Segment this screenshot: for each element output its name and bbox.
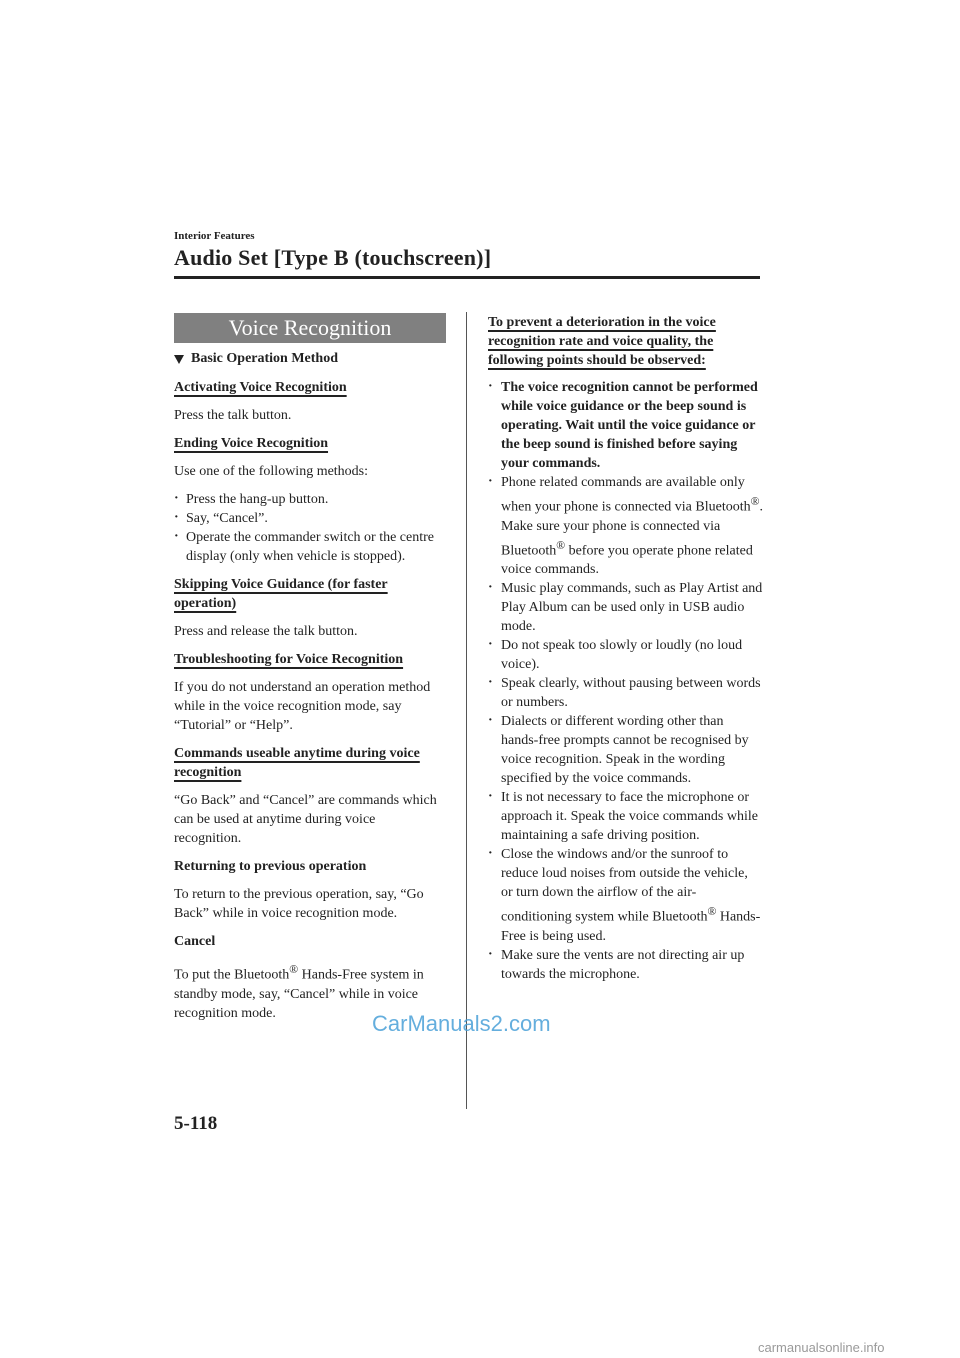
skipping-title: Skipping Voice Guidance (for faster operation) [174,577,388,611]
ending-methods-list [174,490,446,566]
troubleshooting-text: If you do not understand an operation method while in the voice recognition mode, say “Tutorial” or “Help”. [174,680,431,733]
list-item: · Phone related commands are available only when your phone is connected via Bluetooth®. Make sure your phone is connected via Bluetooth® before you operate phone related voice commands. [488,473,763,579]
section-label: Interior Features [174,230,255,242]
list-item: · Do not speak too slowly or loudly (no loud voice). [488,636,763,674]
page-number: 5-118 [174,1113,218,1134]
prevent-deterioration-title: To prevent a deterioration in the voice recognition rate and voice quality, the following points should be observed: [488,315,716,368]
list-item: · Music play commands, such as Play Artist and Play Album can be used only in USB audio mode. [488,579,763,636]
cancel-text: To put the Bluetooth® Hands-Free system in standby mode, say, “Cancel” while in voice recognition mode. [174,963,424,1021]
commands-title: Commands useable anytime during voice recognition [174,746,420,780]
list-item: · Close the windows and/or the sunroof to reduce loud noises from outside the vehicle, or turn down the airflow of the air-conditioning system while Bluetooth® Hands-Free is being used. [488,845,763,946]
page-title: Audio Set [Type B (touchscreen)] [174,245,492,270]
title-rule [174,276,760,279]
footer-url: carmanualsonline.info [758,1340,885,1355]
column-divider [466,312,467,1109]
basic-operation-heading [174,351,446,367]
section-banner: Voice Recognition [174,313,446,343]
cancel-title: Cancel [174,934,216,949]
watermark: CarManuals2.com [372,1011,551,1036]
list-item: · Say, “Cancel”. [174,509,446,528]
list-item: · Dialects or different wording other than hands-free prompts cannot be recognised by voice recognition. Speak in the wording specified by the voice commands. [488,712,763,788]
commands-text: “Go Back” and “Cancel” are commands which can be used at anytime during voice recognition. [174,793,437,846]
list-item: · Press the hang-up button. [174,490,446,509]
left-column [174,313,446,1032]
list-item: · Make sure the vents are not directing air up towards the microphone. [488,946,763,984]
skipping-text: Press and release the talk button. [174,624,358,639]
activating-title: Activating Voice Recognition [174,380,347,395]
activating-text: Press the talk button. [174,408,292,423]
list-item: · Speak clearly, without pausing between words or numbers. [488,674,763,712]
registered-mark: ® [289,963,299,976]
basic-operation-heading-text: Basic Operation Method [191,351,338,366]
returning-text: To return to the previous operation, say, “Go Back” while in voice recognition mode. [174,887,424,921]
ending-intro: Use one of the following methods: [174,464,369,479]
list-item: · Operate the commander switch or the centre display (only when vehicle is stopped). [174,528,446,566]
list-item: · It is not necessary to face the microphone or approach it. Speak the voice commands while maintaining a safe driving position. [488,788,763,845]
triangle-down-icon [174,355,184,364]
ending-title: Ending Voice Recognition [174,436,329,451]
list-item: · The voice recognition cannot be performed while voice guidance or the beep sound is operating. Wait until the voice guidance or the beep sound is finished before saying your commands. [488,378,763,473]
right-column [488,313,763,993]
troubleshooting-title: Troubleshooting for Voice Recognition [174,652,404,667]
returning-title: Returning to previous operation [174,859,367,874]
observation-points-list [488,378,763,984]
